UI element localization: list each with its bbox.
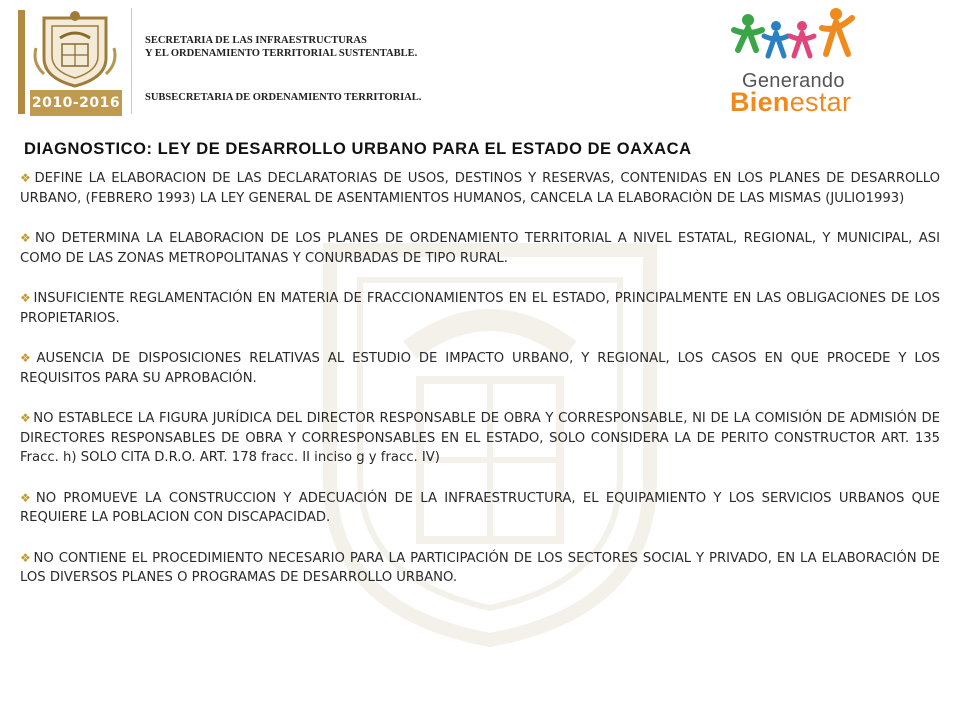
list-item	[20, 229, 940, 268]
secretaria-line-2: Y EL ORDENAMIENTO TERRITORIAL SUSTENTABLE.	[145, 48, 418, 59]
list-item	[20, 409, 940, 468]
header	[0, 0, 960, 130]
logo-bien-part: Bien	[730, 87, 790, 117]
diamond-bullet-icon: ❖	[20, 411, 32, 425]
logo-word-generando: Generando	[742, 70, 845, 92]
list-item	[20, 549, 940, 588]
list-item	[20, 349, 940, 388]
header-divider	[131, 8, 132, 114]
gold-accent-bar	[18, 10, 25, 114]
years-badge: 2010-2016	[30, 90, 122, 116]
diamond-bullet-icon: ❖	[20, 550, 32, 565]
diamond-bullet-icon: ❖	[20, 351, 35, 365]
list-item-text: DEFINE LA ELABORACION DE LAS DECLARATORIAS DE USOS, DESTINOS Y RESERVAS, CONTENIDAS EN LOS PLANES DE DESARROLLO URBANO, (FEBRERO 1993) LA LEY GENERAL DE ASENTAMIENTOS HUMANOS, CANCELA LA ELABORACIÒN DE LAS MISMAS (JULIO1993)	[20, 171, 940, 206]
subsecretaria-label: SUBSECRETARIA DE ORDENAMIENTO TERRITORIAL.	[145, 92, 422, 103]
diamond-bullet-icon: ❖	[20, 171, 33, 185]
diamond-bullet-icon: ❖	[20, 291, 32, 305]
diagnostic-list	[20, 169, 940, 609]
generando-bienestar-figures-icon	[728, 6, 860, 76]
logo-word-bienestar	[730, 87, 851, 118]
list-item-text: AUSENCIA DE DISPOSICIONES RELATIVAS AL ESTUDIO DE IMPACTO URBANO, Y REGIONAL, LOS CASOS EN QUE PROCEDE Y LOS REQUISITOS PARA SU APROBACIÓN.	[20, 351, 940, 386]
list-item-text: NO ESTABLECE LA FIGURA JURÍDICA DEL DIRECTOR RESPONSABLE DE OBRA Y CORRESPONSABLE, NI DE LA COMISIÓN DE ADMISIÓN DE DIRECTORES RESPONSABLES DE OBRA Y CORRESPONSABLES EN EL ESTADO, SOLO CONSIDERA LA DE PERITO CONSTRUCTOR ART. 135 Fracc. h) SOLO CITA D.R.O. ART. 178 fracc. II inciso g y fracc. IV)	[20, 411, 940, 465]
secretaria-line-1: SECRETARIA DE LAS INFRAESTRUCTURAS	[145, 35, 367, 46]
list-item-text: NO CONTIENE EL PROCEDIMIENTO NECESARIO PARA LA PARTICIPACIÓN DE LOS SECTORES SOCIAL Y PRIVADO, EN LA ELABORACIÓN DE LOS DIVERSOS PLANES O PROGRAMAS DE DESARROLLO URBANO.	[20, 550, 941, 585]
page-title: DIAGNOSTICO: LEY DE DESARROLLO URBANO PARA EL ESTADO DE OAXACA	[24, 140, 692, 158]
list-item-text: NO DETERMINA LA ELABORACION DE LOS PLANES DE ORDENAMIENTO TERRITORIAL A NIVEL ESTATAL, REGIONAL, Y MUNICIPAL, ASI COMO DE LAS ZONAS METROPOLITANAS Y CONURBADAS DE TIPO RURAL.	[20, 231, 940, 266]
list-item	[20, 169, 940, 208]
diamond-bullet-icon: ❖	[20, 490, 34, 505]
list-item-text: NO PROMUEVE LA CONSTRUCCION Y ADECUACIÓN DE LA INFRAESTRUCTURA, EL EQUIPAMIENTO Y LOS SERVICIOS URBANOS QUE REQUIERE LA POBLACION CON DISCAPACIDAD.	[20, 490, 940, 525]
diamond-bullet-icon: ❖	[20, 231, 33, 245]
list-item	[20, 489, 940, 528]
oaxaca-seal-icon	[30, 8, 120, 88]
list-item-text: INSUFICIENTE REGLAMENTACIÓN EN MATERIA DE FRACCIONAMIENTOS EN EL ESTADO, PRINCIPALMENTE EN LAS OBLIGACIONES DE LOS PROPIETARIOS.	[20, 291, 940, 326]
logo-estar-part: estar	[789, 87, 852, 117]
list-item	[20, 289, 940, 328]
